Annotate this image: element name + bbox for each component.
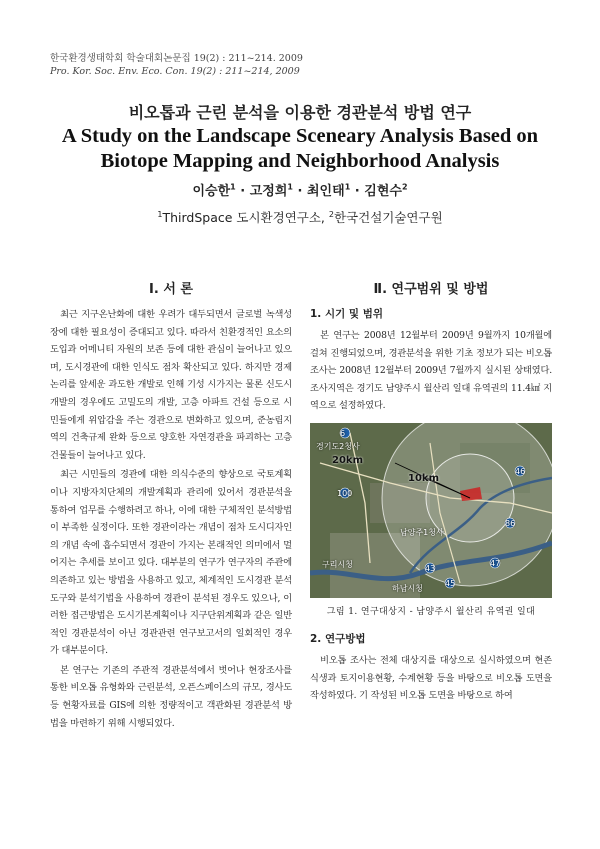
map-label-guri-cityhall: 구리시청 [322,559,353,569]
affiliation-1-sup: 1 [157,209,163,219]
map-label-20km: 20km [332,454,363,466]
road-number: 6 [340,428,346,438]
author-4-sup: 2 [401,182,408,192]
left-column [50,278,292,734]
road-number: 46 [515,466,526,476]
author-1-sup: 1 [230,182,236,192]
author-3: 최인태 [307,184,345,199]
subsection-1-heading: 1. 시기 및 범위 [310,308,383,320]
road-number: 45 [445,578,456,588]
author-list [0,180,600,199]
author-3-sup: 1 [344,182,351,192]
section-1-heading: Ⅰ. 서 론 [149,282,193,297]
map-label-hanam-cityhall: 하남시청 [392,583,423,593]
journal-line-en: Pro. Kor. Soc. Env. Eco. Con. 19(2) : 211~214, 2009 [50,66,300,77]
journal-line-ko: 한국환경생태학회 학술대회논문집 19(2) : 211~214. 2009 [50,53,303,64]
section-1-paragraph-2: 최근 시민들의 경관에 대한 의식수준의 향상으로 국토계획이나 지방자치단체의 개발계획과 관리에 있어서 경관분석을 통하여 업무를 수행하려고 하나, 이에 대한 구체적인 분석방법이 부족한 실정이다. 또한 경관이라는 개념이 점차 도시디자인의 개념 속에 흡수되면서 경관이 가지는 본래적인 의미에서 멀어지는 추세를 보이고 있다. 대부분의 연구가 연구자의 주관에 의존하고 있는 방법을 사용하고 있고, 체계적인 도시경관 분석도구와 분석기법을 사용하여 경관이 분석된 경우도 있으나, 이러한 접근방법은 도시기본계획이나 지구단위계획과 같은 일반적인 경관분석이 아닌 경관관련 연구보고서의 일회적인 경우가 대부분이다. [50,469,292,657]
map-label-gyeonggi-office: 경기도2청사 [316,441,360,451]
road-number: 47 [490,558,501,568]
road-number: 43 [425,563,436,573]
subsection-1-paragraph: 본 연구는 2008년 12월부터 2009년 9월까지 10개월에 걸쳐 진행되었으며, 경관분석을 위한 기초 정보가 되는 비오톱 조사는 2008년 12월부터 2009년 7월까지 실시된 상태였다. 조사지역은 경기도 남양주시 월산리 일대 유역권의 11.4㎢ 지역으로 설정하였다. [310,330,552,412]
title-korean: 비오톱과 근린 분석을 이용한 경관분석 방법 연구 [128,103,472,122]
map-label-namyangju-office: 남양주1청사 [400,527,444,537]
subsection-2-paragraph: 비오톱 조사는 전체 대상지를 대상으로 실시하였으며 현존식생과 토지이용현황, 수계현황 등을 바탕으로 비오톱 도면을 작성하였다. 기 작성된 비오톱 도면을 바탕으로 하여 [310,654,552,702]
figure-1-caption: 그림 1. 연구대상지 - 남양주시 월산리 유역권 일대 [326,606,536,617]
road-number: 86 [505,518,516,528]
road-number: 100 [337,488,353,498]
right-column [310,278,552,707]
study-area-map [310,423,552,598]
author-1: 이승한 [192,184,231,199]
affiliation-2-sup: 2 [328,209,334,219]
affiliation-1: ThirdSpace 도시환경연구소, [162,210,325,225]
affiliations [0,208,600,226]
author-4: 김현수 [364,184,402,199]
section-1-paragraph-1: 최근 지구온난화에 대한 우려가 대두되면서 글로벌 녹색성장에 대한 필요성이 증대되고 있다. 따라서 친환경적인 요소의 도입과 어메니티 자원의 보존 등에 대한 관심이 늘어나고 있으며, 도시경관에 대한 인식도 점차 확산되고 있다. 하지만 경제논리를 앞세운 과도한 개발로 인해 기성 시가지는 물론 신도시 개발의 경우에도 고밀도의 개발, 고층 아파트 건설 등으로 시민들에게 위압감을 주는 경관으로 변화하고 있으며, 준농림지역의 건축규제 완화 등으로 양호한 자연경관을 파괴하는 고층건물들이 늘어나고 있다. [50,309,292,461]
subsection-2-heading: 2. 연구방법 [310,632,366,645]
section-2-heading: Ⅱ. 연구범위 및 방법 [373,282,489,297]
author-2: 고정희 [249,184,288,199]
affiliation-2: 한국건설기술연구원 [333,210,443,225]
author-separator: · [235,184,250,199]
map-label-10km: 10km [408,472,439,484]
section-1-paragraph-3: 본 연구는 기존의 주관적 경관분석에서 벗어나 현장조사를 통한 비오톱 유형화와 근린분석, 오픈스페이스의 규모, 경사도 등 현황자료를 GIS에 의한 정량적이고 객관화된 경관분석 방법을 마련하기 위해 시행되었다. [50,664,292,729]
author-separator: · [350,184,365,199]
title-english: A Study on the Landscape Sceneary Analysis Based on Biotope Mapping and Neighborhood Analysis [61,125,539,172]
author-separator: · [293,184,307,199]
author-2-sup: 1 [287,182,293,192]
